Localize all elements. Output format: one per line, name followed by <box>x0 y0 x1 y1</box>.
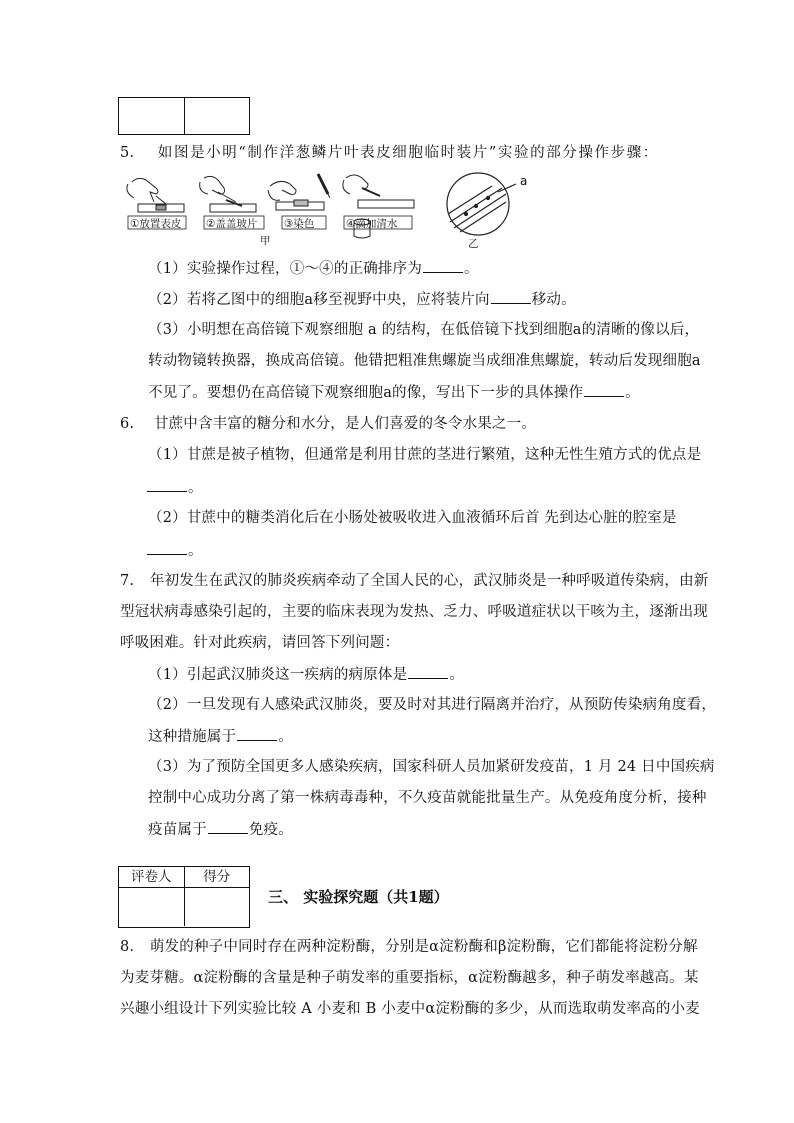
q7-number: 7. <box>120 573 135 589</box>
score-box-cell <box>119 98 185 134</box>
q7-line1 <box>120 571 708 591</box>
score-header: 得分 <box>203 869 231 885</box>
q6-stem <box>120 414 536 434</box>
grader-score-table <box>118 866 250 928</box>
figure-label-a: a <box>520 174 528 188</box>
step3-label: ③染色 <box>284 218 315 230</box>
answer-blank[interactable] <box>491 289 531 304</box>
section-title: 三、 实验探究题（共1题） <box>268 888 449 906</box>
q7-part3-line1: （3）为了预防全国更多人感染疾病，国家科研人员加紧研发疫苗，1 月 24 日中国疾病 <box>148 759 715 775</box>
q6-part1-line1: （1）甘蔗是被子植物，但通常是利用甘蔗的茎进行繁殖，这种无性生殖方式的优点是 <box>148 447 702 463</box>
q5-part1 <box>148 258 479 279</box>
q5-figure <box>118 170 538 250</box>
q8-stem-line1: 萌发的种子中同时存在两种淀粉酶，分别是α淀粉酶和β淀粉酶，它们都能将淀粉分解 <box>149 939 698 955</box>
q6-number: 6. <box>120 416 135 432</box>
q8-number: 8. <box>120 939 135 955</box>
figure-label-jia: 甲 <box>260 235 271 247</box>
q7-part1-text: （1）引起武汉肺炎这一疾病的病原体是 <box>148 667 408 683</box>
q8-stem-line3: 兴趣小组设计下列实验比较 A 小麦和 B 小麦中α淀粉酶的多少，从而选取萌发率高的小麦 <box>120 1001 700 1017</box>
q7-stem-line1: 年初发生在武汉的肺炎疾病牵动了全国人民的心，武汉肺炎是一种呼吸道传染病，由新 <box>149 573 709 589</box>
q5-part3-text: 不见了。要想仍在高倍镜下观察细胞a的像，写出下一步的具体操作 <box>148 385 584 401</box>
answer-blank[interactable] <box>584 382 624 397</box>
step4-label: ④滴加清水 <box>346 218 398 230</box>
step1-label: ①放置表皮 <box>130 218 182 230</box>
q6-part2-line1: （2）甘蔗中的糖类消化后在小肠处被吸收进入血液循环后首 先到达心脏的腔室是 <box>148 510 677 526</box>
q7-part2-end: 。 <box>278 729 293 745</box>
answer-blank[interactable] <box>237 726 277 741</box>
q5-part3-line2: 转动物镜转换器，换成高倍镜。他错把粗准焦螺旋当成细准焦螺旋，转动后发现细胞a <box>148 353 701 369</box>
microscope-field-illustration <box>447 173 516 235</box>
q5-part1-text: （1）实验操作过程，①～④的正确排序为 <box>148 261 423 277</box>
q5-stem-text: 如图是小明“制作洋葱鳞片叶表皮细胞临时装片”实验的部分操作步骤： <box>157 145 659 161</box>
q7-part3-text: 疫苗属于 <box>148 822 207 838</box>
score-table-body <box>119 888 249 926</box>
q7-stem-line3: 呼吸困难。针对此疾病，请回答下列问题： <box>120 635 400 651</box>
step3-illustration <box>268 174 330 210</box>
step2-label: ②盖盖玻片 <box>206 218 258 230</box>
q7-part1-end: 。 <box>449 667 465 683</box>
q5-part2-end: 移动。 <box>531 292 576 308</box>
q7-part3-line3 <box>148 819 293 840</box>
grader-cell[interactable] <box>119 888 185 926</box>
q5-part3-line1: （3）小明想在高倍镜下观察细胞 a 的结构，在低倍镜下找到细胞a的清晰的像以后， <box>148 322 700 338</box>
step2-illustration <box>200 176 256 212</box>
score-box-cell <box>185 98 250 134</box>
answer-blank[interactable] <box>423 258 463 273</box>
step1-illustration <box>127 178 184 212</box>
q6-part1-line2 <box>146 477 203 498</box>
score-table-header <box>119 867 249 888</box>
q5-part3-end: 。 <box>625 385 640 401</box>
q5-part3-line3 <box>148 382 640 403</box>
q7-part1 <box>148 664 464 685</box>
q7-part2-line2 <box>148 726 293 747</box>
q5-part1-end: 。 <box>464 261 479 277</box>
q5-stem <box>120 143 659 163</box>
q7-part3-line2: 控制中心成功分离了第一株病毒毒种，不久疫苗就能批量生产。从免疫角度分析，接种 <box>148 790 707 806</box>
q7-part3-end: 免疫。 <box>248 822 293 838</box>
q5-part2-text: （2）若将乙图中的细胞a移至视野中央，应将装片向 <box>148 292 490 308</box>
answer-blank[interactable] <box>208 819 248 834</box>
answer-blank[interactable] <box>147 540 187 555</box>
q5-number: 5. <box>120 145 135 161</box>
q6-stem-text: 甘蔗中含丰富的糖分和水分，是人们喜爱的冬令水果之一。 <box>153 416 537 432</box>
q8-stem-line2: 为麦芽糖。α淀粉酶的含量是种子萌发率的重要指标，α淀粉酶越多，种子萌发率越高。某 <box>120 970 699 986</box>
answer-blank[interactable] <box>408 664 448 679</box>
figure-label-yi: 乙 <box>468 238 479 250</box>
q5-part2 <box>148 289 576 310</box>
q6-part1-end: 。 <box>188 480 203 496</box>
q7-stem-line2: 型冠状病毒感染引起的，主要的临床表现为发热、乏力、呼吸道症状以干咳为主，逐渐出现 <box>120 604 708 620</box>
grader-header: 评卷人 <box>119 867 185 887</box>
q8-line1 <box>120 937 698 957</box>
q7-part2-text: 这种措施属于 <box>148 729 237 745</box>
score-cell[interactable] <box>185 888 250 926</box>
q6-part2-line2 <box>146 540 203 561</box>
q7-part2-line1: （2）一旦发现有人感染武汉肺炎，要及时对其进行隔离并治疗，从预防传染病角度看， <box>148 697 717 713</box>
score-box-top <box>118 97 250 135</box>
answer-blank[interactable] <box>147 477 187 492</box>
q6-part2-end: 。 <box>188 543 203 559</box>
